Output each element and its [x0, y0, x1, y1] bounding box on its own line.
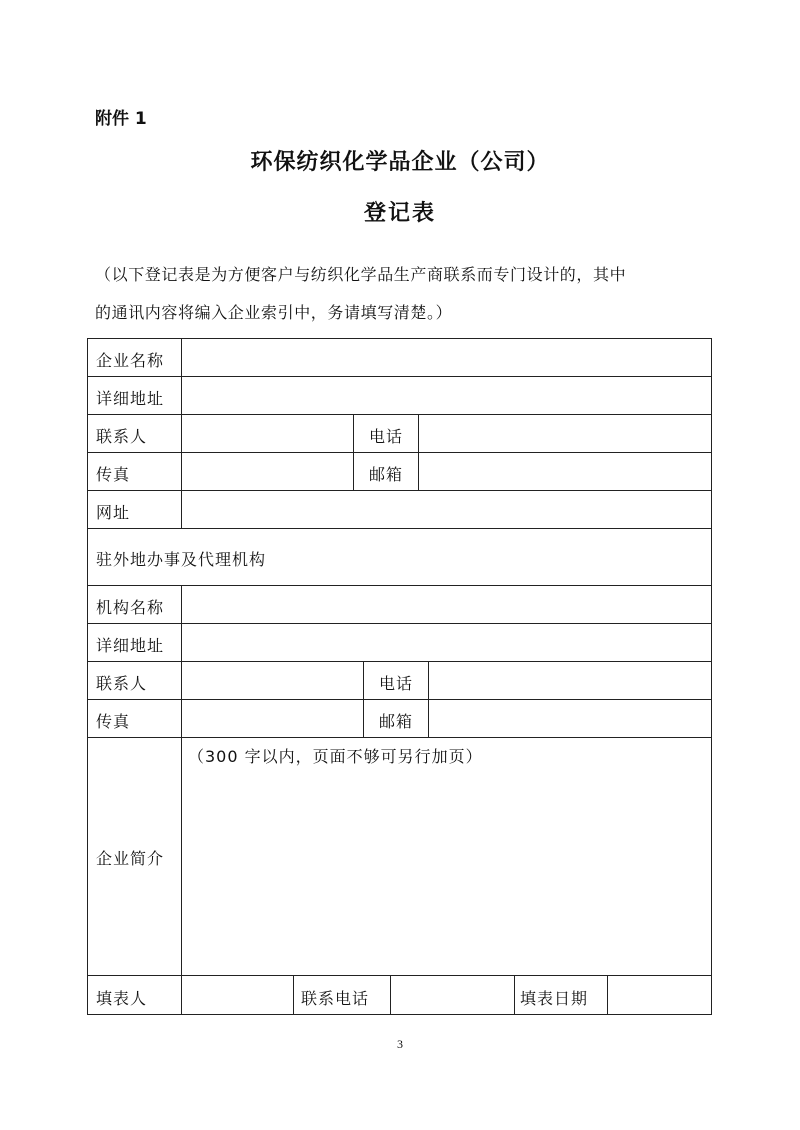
fill-date-label: 填表日期	[520, 989, 589, 1008]
column-divider	[363, 661, 364, 737]
website-label: 网址	[96, 503, 131, 522]
office-section-heading: 驻外地办事及代理机构	[96, 550, 267, 569]
office-phone-label: 电话	[379, 674, 414, 693]
table-border-left	[87, 338, 88, 1015]
contact-label: 联系人	[96, 427, 148, 446]
profile-field[interactable]	[188, 768, 708, 972]
email-label: 邮箱	[369, 465, 404, 484]
column-divider	[418, 414, 419, 490]
contact-field[interactable]	[188, 416, 350, 450]
phone-label: 电话	[369, 427, 404, 446]
company-name-label: 企业名称	[96, 351, 165, 370]
email-field[interactable]	[423, 454, 708, 488]
office-fax-field[interactable]	[188, 701, 360, 735]
column-divider	[390, 975, 391, 1015]
office-name-field[interactable]	[188, 587, 708, 621]
fax-field[interactable]	[188, 454, 350, 488]
office-address-field[interactable]	[188, 625, 708, 659]
phone-field[interactable]	[423, 416, 708, 450]
profile-hint: （300 字以内，页面不够可另行加页）	[188, 747, 483, 766]
website-field[interactable]	[188, 492, 708, 526]
form-subtitle: 登记表	[363, 201, 436, 226]
intro-text-line-2: 的通讯内容将编入企业索引中，务请填写清楚。）	[95, 303, 453, 322]
office-email-label: 邮箱	[379, 712, 414, 731]
company-name-field[interactable]	[188, 340, 708, 374]
address-label: 详细地址	[96, 389, 165, 408]
column-divider	[293, 975, 294, 1015]
row-divider	[87, 528, 712, 529]
contact-phone-label: 联系电话	[301, 989, 370, 1008]
form-title: 环保纺织化学品企业（公司）	[250, 150, 550, 175]
column-divider	[514, 975, 515, 1015]
page-number: 3	[397, 1037, 403, 1051]
column-divider	[353, 414, 354, 490]
filled-by-label: 填表人	[96, 989, 148, 1008]
registration-form-table	[87, 338, 712, 1015]
filled-by-field[interactable]	[183, 977, 291, 1012]
office-name-label: 机构名称	[96, 598, 165, 617]
office-contact-label: 联系人	[96, 674, 148, 693]
fill-date-field[interactable]	[609, 977, 709, 1012]
office-phone-field[interactable]	[433, 663, 708, 697]
table-border-right	[711, 338, 712, 1015]
label-column-divider	[181, 585, 182, 1015]
contact-phone-field[interactable]	[392, 977, 512, 1012]
column-divider	[428, 661, 429, 737]
profile-label: 企业简介	[96, 849, 165, 868]
label-column-divider	[181, 338, 182, 528]
fax-label: 传真	[96, 465, 131, 484]
address-field[interactable]	[188, 378, 708, 412]
office-email-field[interactable]	[433, 701, 708, 735]
intro-text-line-1: （以下登记表是为方便客户与纺织化学品生产商联系而专门设计的，其中	[95, 265, 627, 284]
attachment-label: 附件 1	[95, 109, 147, 129]
column-divider	[607, 975, 608, 1015]
office-fax-label: 传真	[96, 712, 131, 731]
office-contact-field[interactable]	[188, 663, 360, 697]
office-address-label: 详细地址	[96, 636, 165, 655]
